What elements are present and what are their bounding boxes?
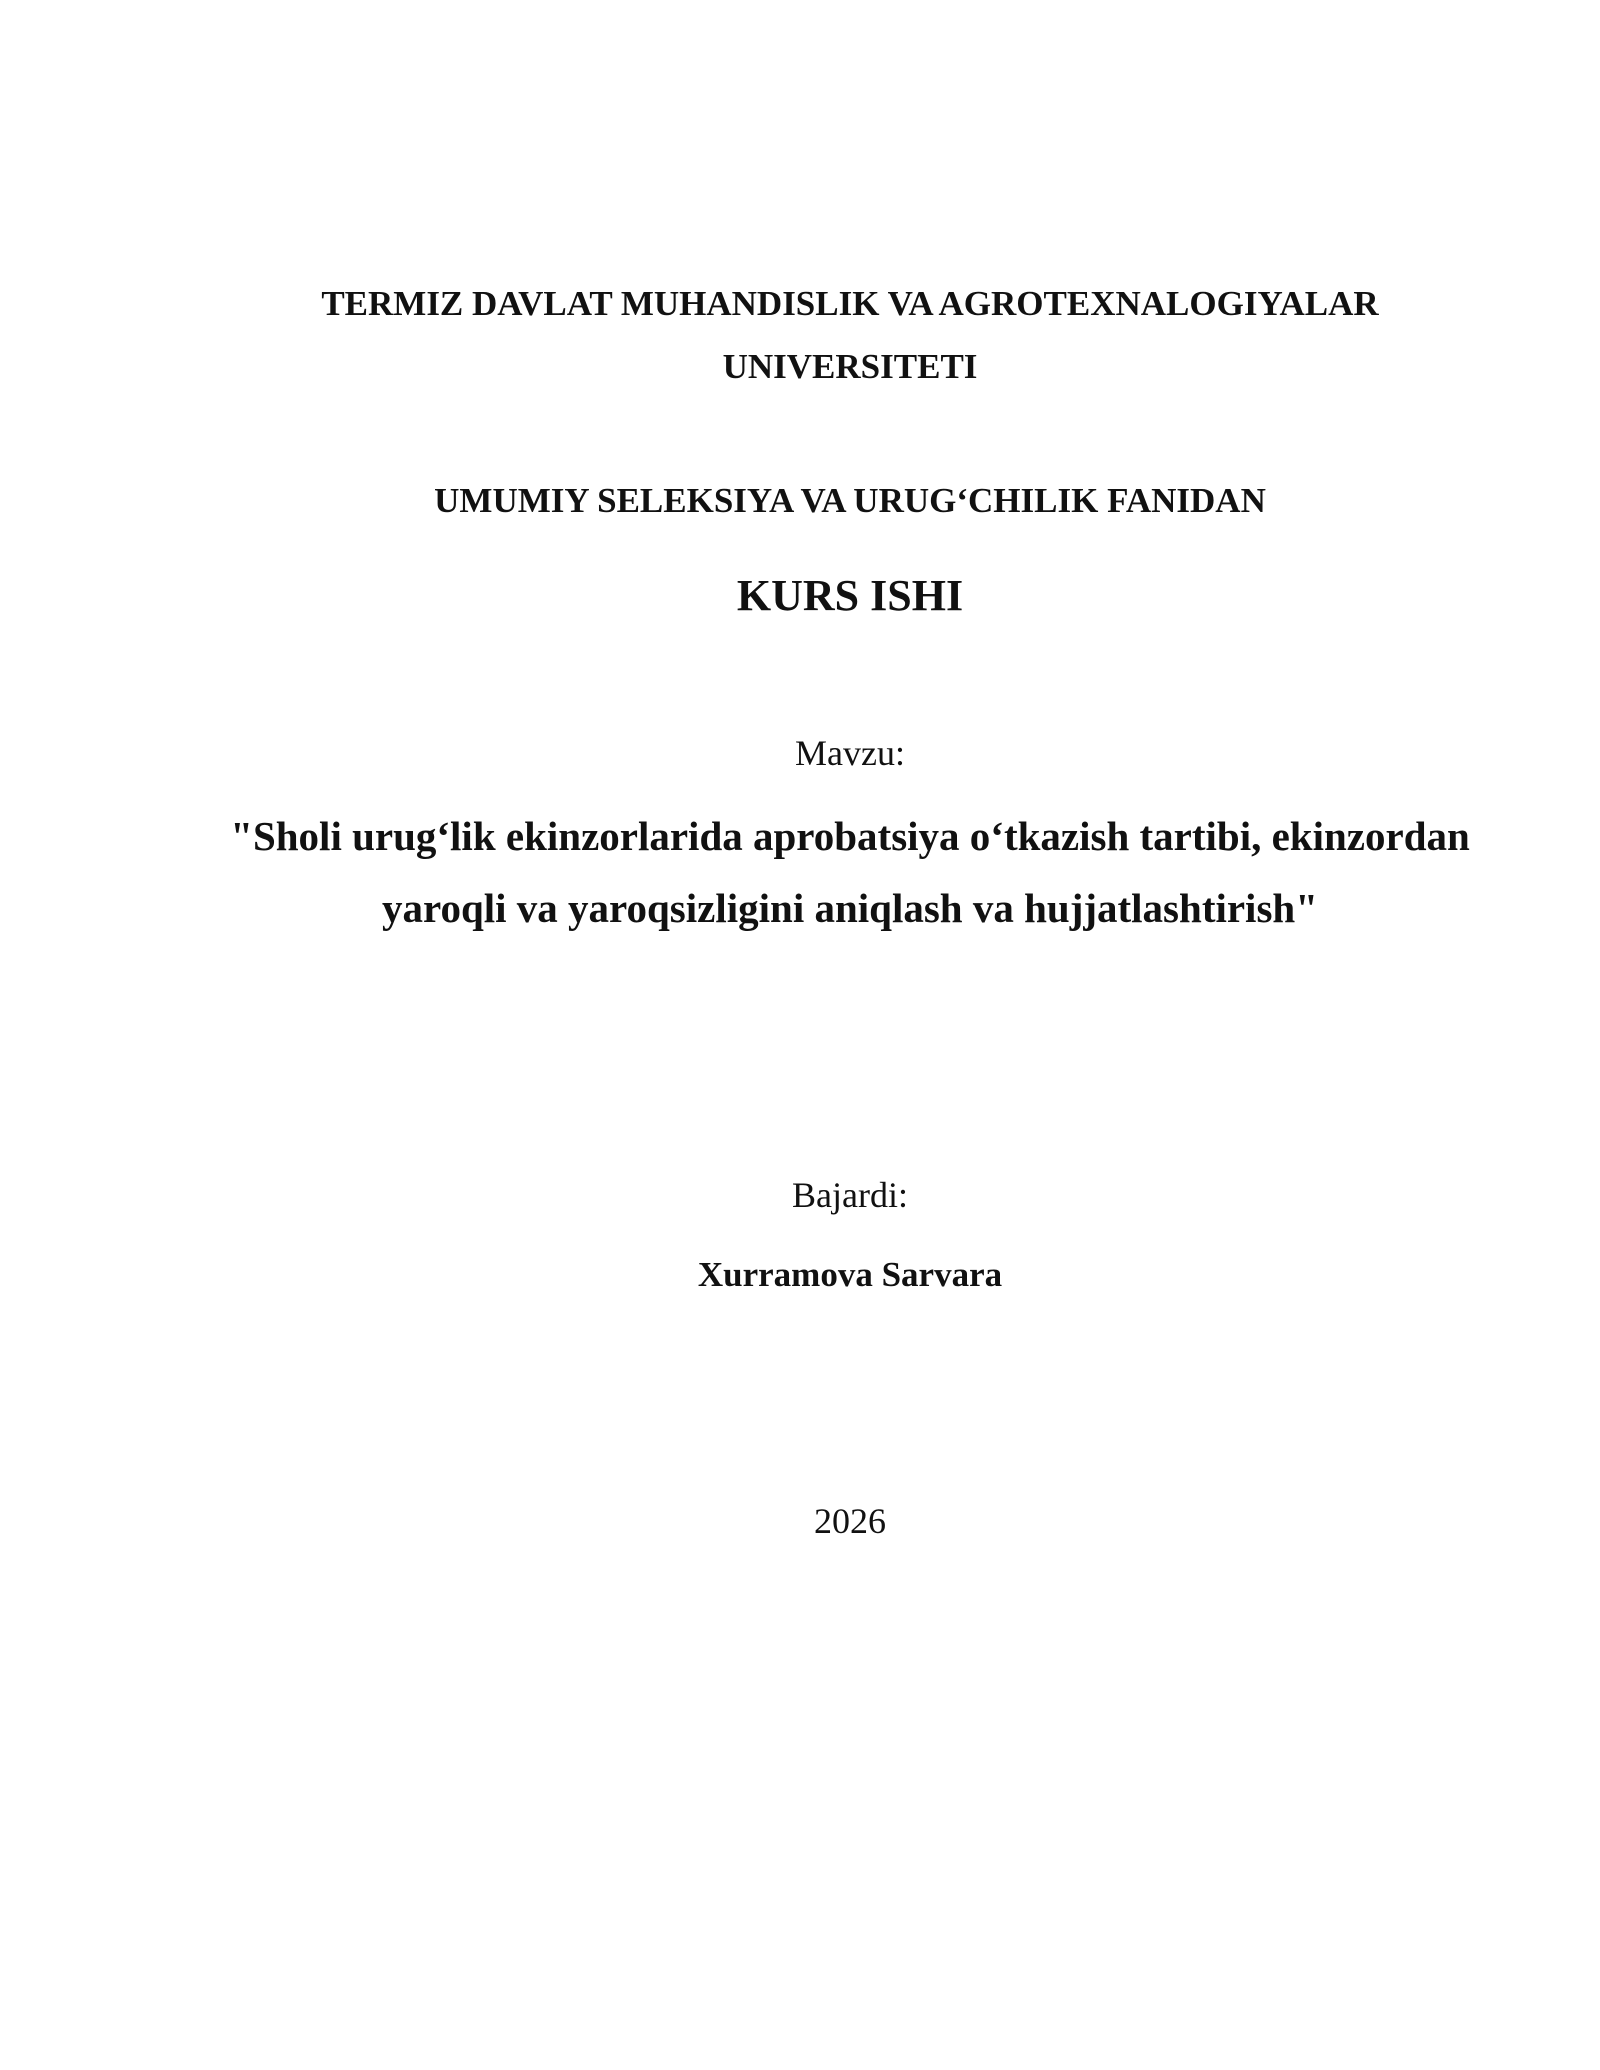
topic-label: Mavzu: [795,733,905,773]
author-name: Xurramova Sarvara [697,1255,1003,1294]
year: 2026 [814,1501,886,1541]
university-name-line-2: UNIVERSITETI [722,347,978,386]
author-label: Bajardi: [792,1175,908,1215]
topic-title-line-1: "Sholi urug‘lik ekinzorlarida aprobatsiya o‘tkazish tartibi, ekinzordan [230,813,1470,859]
university-name [100,272,1600,398]
topic-title [100,800,1600,944]
subject-heading: UMUMIY SELEKSIYA VA URUG‘CHILIK FANIDAN [434,481,1266,520]
topic-title-line-2: yaroqli va yaroqsizligini aniqlash va hujjatlashtirish" [382,885,1318,931]
university-name-line-1: TERMIZ DAVLAT MUHANDISLIK VA AGROTEXNALOGIYALAR [321,284,1379,323]
work-type-heading: KURS ISHI [736,571,964,620]
